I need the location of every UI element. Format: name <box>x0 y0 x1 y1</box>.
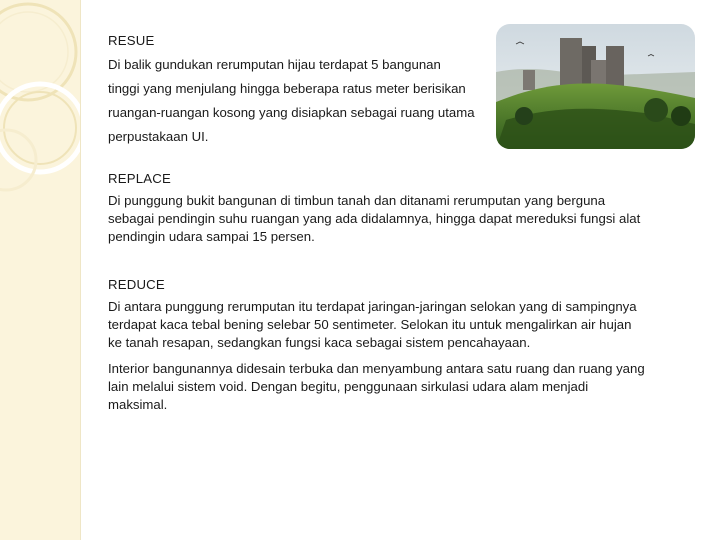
section-heading-reduce: REDUCE <box>108 277 165 292</box>
decorative-sidebar <box>0 0 81 540</box>
circles-ornament <box>0 0 80 540</box>
resue-line-4: perpustakaan UI. <box>108 129 209 144</box>
reduce-paragraph-2: Interior bangunannya didesain terbuka dan menyambung antara satu ruang dan ruang yang lain melalui sistem void. Dengan begitu, penggunaan sirkulasi udara alam menjadi maksimal. <box>108 361 645 412</box>
library-building-illustration <box>496 24 695 149</box>
library-building-photo <box>496 24 695 149</box>
resue-line-2: tinggi yang menjulang hingga beberapa ratus meter berisikan <box>108 81 466 96</box>
replace-paragraph: Di punggung bukit bangunan di timbun tanah dan ditanami rerumputan yang berguna sebagai pendingin suhu ruangan yang ada didalamnya, hingga dapat mereduksi fungsi alat pendingin udara sampai 15 persen. <box>108 193 641 244</box>
section-heading-resue: RESUE <box>108 33 155 48</box>
resue-line-1: Di balik gundukan rerumputan hijau terdapat 5 bangunan <box>108 57 441 72</box>
reduce-paragraph-1: Di antara punggung rerumputan itu terdapat jaringan-jaringan selokan yang di sampingnya terdapat kaca tebal bening selebar 50 sentimeter. Selokan itu untuk mengalirkan air hujan ke tanah resapan, sedangkan fungsi kaca sebagai sistem pencahayaan. <box>108 299 637 350</box>
section-heading-replace: REPLACE <box>108 171 171 186</box>
resue-line-3: ruangan-ruangan kosong yang disiapkan sebagai ruang utama <box>108 105 475 120</box>
